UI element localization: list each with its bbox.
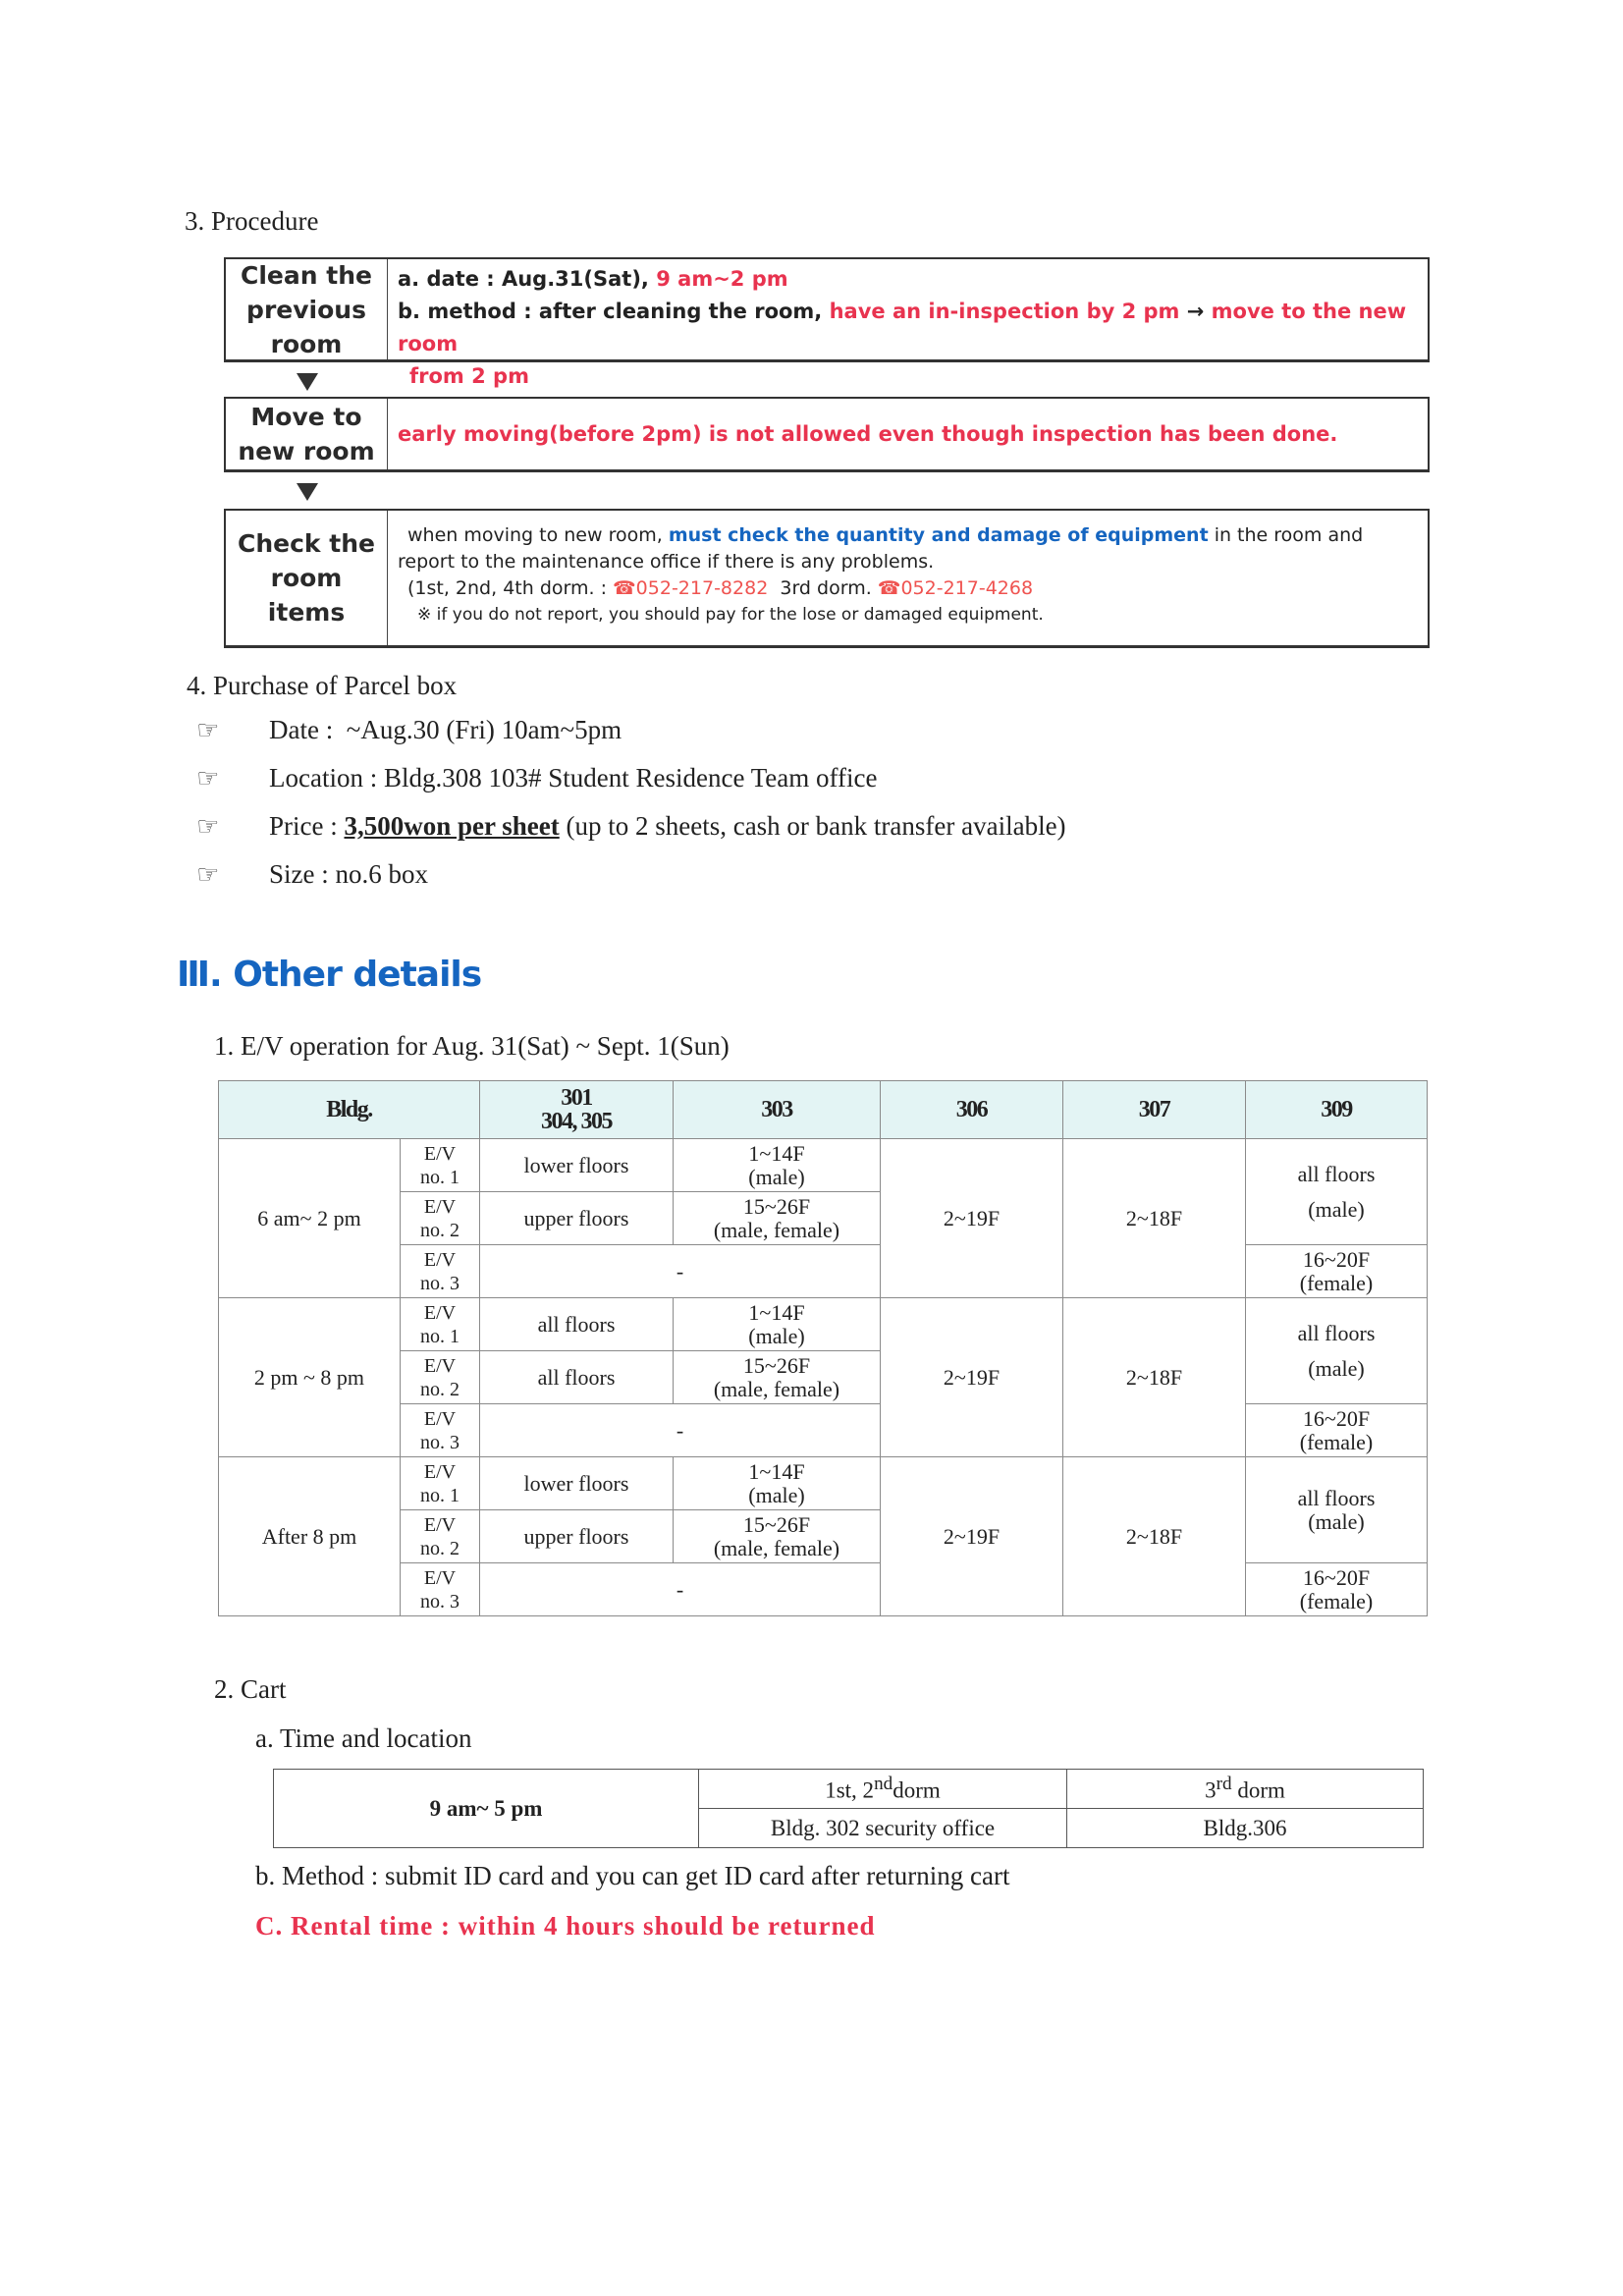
ev-label [401, 1457, 480, 1510]
cell-line: (male, female) [713, 1376, 840, 1401]
cart-rental-time: C. Rental time : within 4 hours should be returned [255, 1911, 876, 1941]
step-move-room [224, 397, 1430, 472]
cart-location-2: Bldg.306 [1067, 1809, 1424, 1848]
ev-label [401, 1192, 480, 1245]
bldg-309-male [1246, 1298, 1428, 1404]
ev-label [401, 1351, 480, 1404]
bldg-303-ev2 [674, 1192, 881, 1245]
pointing-hand-icon: ☞ [196, 715, 220, 745]
procedure-title: 3. Procedure [185, 206, 319, 236]
down-arrow-icon [297, 373, 318, 391]
bldg-309-female [1246, 1563, 1428, 1616]
parcel-item-date [196, 715, 622, 745]
cell-line: (male) [748, 1482, 805, 1507]
bldg-301-ev1: lower floors [480, 1457, 674, 1510]
cell-line: 16~20F [1302, 1246, 1371, 1272]
parcel-item-text: Date : ~Aug.30 (Fri) 10am~5pm [269, 715, 622, 744]
cell-line: E/V [423, 1248, 457, 1271]
cell-line: (female) [1299, 1588, 1374, 1613]
pointing-hand-icon: ☞ [196, 859, 220, 890]
table-row [219, 1457, 1428, 1510]
bldg-303-ev2 [674, 1510, 881, 1563]
cell-line: E/V [423, 1301, 457, 1324]
bldg-303-ev2 [674, 1351, 881, 1404]
bldg-306-value: 2~19F [881, 1298, 1063, 1457]
cell-line: no. 2 [420, 1378, 460, 1400]
time-slot: 6 am~ 2 pm [219, 1139, 401, 1298]
check-highlight: must check the quantity and damage of equipment [668, 524, 1209, 546]
cart-table [273, 1769, 1424, 1848]
cart-time: 9 am~ 5 pm [274, 1770, 699, 1848]
price-value: 3,500won per sheet [344, 811, 560, 841]
bldg-303-ev1 [674, 1139, 881, 1192]
bldg-301-ev1: lower floors [480, 1139, 674, 1192]
cell-line: 1~14F [748, 1140, 805, 1166]
bldg-309-female [1246, 1404, 1428, 1457]
bldg-301-ev2: upper floors [480, 1510, 674, 1563]
cell-line: no. 1 [420, 1166, 460, 1188]
cell-line: 16~20F [1302, 1564, 1371, 1590]
bldg-306-value: 2~19F [881, 1139, 1063, 1298]
step-label: Move to new room [226, 399, 388, 469]
move-highlight: move to the new room [398, 300, 1407, 355]
parcel-item-text: Size : no.6 box [269, 859, 428, 889]
cell-line: (male, female) [713, 1535, 840, 1560]
ev-label [401, 1245, 480, 1298]
header-301 [480, 1081, 674, 1139]
check-line-2: report to the maintenance office if there is any problems. [398, 551, 935, 573]
text: nd [874, 1774, 893, 1795]
bldg-307-value: 2~18F [1063, 1298, 1246, 1457]
bldg-309-female [1246, 1245, 1428, 1298]
price-label: Price : [269, 811, 345, 841]
ev-label [401, 1510, 480, 1563]
step-label: Check the room items [226, 511, 388, 645]
step-clean-room [224, 257, 1430, 388]
cell-line: 15~26F [742, 1193, 811, 1219]
bldg-303-ev1 [674, 1298, 881, 1351]
right-arrow-icon: → [1179, 300, 1212, 323]
method-label: b. method : after cleaning the room, [398, 300, 830, 323]
pointing-hand-icon: ☞ [196, 763, 220, 793]
cell-line: no. 2 [420, 1537, 460, 1559]
date-label: a. date : Aug.31(Sat), [398, 267, 657, 291]
parcel-title: 4. Purchase of Parcel box [187, 671, 458, 700]
cart-time-location-title: a. Time and location [255, 1723, 472, 1753]
cell-line: E/V [423, 1195, 457, 1218]
cell-line: all floors [1297, 1485, 1376, 1510]
cell-line: 15~26F [742, 1511, 811, 1537]
bldg-301-ev1: all floors [480, 1298, 674, 1351]
cell-line: no. 1 [420, 1325, 460, 1347]
table-row [219, 1139, 1428, 1192]
cart-location-1: Bldg. 302 security office [699, 1809, 1067, 1848]
text: dorm [893, 1777, 941, 1803]
cart-title: 2. Cart [214, 1674, 287, 1704]
section-heading: Ⅲ. Other details [177, 955, 482, 995]
cell-line: E/V [423, 1566, 457, 1589]
bldg-309-male [1246, 1139, 1428, 1245]
cell-line: E/V [423, 1513, 457, 1536]
text: dorm [1231, 1777, 1285, 1803]
cell-line: (female) [1299, 1429, 1374, 1454]
step-check-items [224, 509, 1430, 648]
cell-line: E/V [423, 1460, 457, 1483]
pointing-hand-icon: ☞ [196, 811, 220, 842]
ev3-value: - [480, 1404, 881, 1457]
ev3-value: - [480, 1563, 881, 1616]
text: 3 [1205, 1777, 1217, 1803]
cell-line: (male, female) [713, 1217, 840, 1242]
cell-line: 1~14F [748, 1299, 805, 1325]
cell-line: E/V [423, 1142, 457, 1165]
step-content [388, 511, 1428, 645]
ev-label [401, 1298, 480, 1351]
date-line [398, 263, 1418, 296]
cart-dorm-2 [1067, 1770, 1424, 1809]
ev-label [401, 1404, 480, 1457]
cell-line: (male) [1308, 1508, 1365, 1534]
bldg-303-ev1 [674, 1457, 881, 1510]
cell-line: 1~14F [748, 1458, 805, 1484]
header-text: 301 [561, 1085, 592, 1111]
cell-line: no. 2 [420, 1219, 460, 1241]
header-309: 309 [1246, 1081, 1428, 1139]
cell-line: (male) [748, 1323, 805, 1348]
bldg-301-ev2: upper floors [480, 1192, 674, 1245]
cell-line: (male) [748, 1164, 805, 1189]
inspection-highlight: have an in-inspection by 2 pm [829, 300, 1180, 323]
text: 3rd dorm. [768, 577, 878, 599]
price-note: (up to 2 sheets, cash or bank transfer available) [559, 811, 1066, 841]
cell-line: all floors [1297, 1161, 1376, 1186]
text: when moving to new room, [407, 524, 669, 546]
parcel-item-size [196, 859, 428, 890]
bldg-309-male [1246, 1457, 1428, 1563]
phone-number-1: ☎052-217-8282 [613, 577, 769, 599]
header-303: 303 [674, 1081, 881, 1139]
parcel-item-location [196, 763, 877, 793]
check-line-1 [398, 522, 1418, 549]
ev-label [401, 1563, 480, 1616]
cell-line: no. 1 [420, 1484, 460, 1506]
header-bldg: Bldg. [219, 1081, 480, 1139]
cell-line: (female) [1299, 1270, 1374, 1295]
text: rd [1216, 1774, 1232, 1795]
header-306: 306 [881, 1081, 1063, 1139]
text: 1st, 2 [825, 1777, 875, 1803]
step-label: Clean the previous room [226, 259, 388, 359]
cell-line: E/V [423, 1407, 457, 1430]
bldg-306-value: 2~19F [881, 1457, 1063, 1616]
cell-line: 16~20F [1302, 1405, 1371, 1431]
time-slot: After 8 pm [219, 1457, 401, 1616]
bldg-307-value: 2~18F [1063, 1139, 1246, 1298]
cell-line: no. 3 [420, 1431, 460, 1453]
ev-label [401, 1139, 480, 1192]
ev-operation-table [218, 1080, 1428, 1616]
ev-operation-title: 1. E/V operation for Aug. 31(Sat) ~ Sept. 1(Sun) [214, 1031, 730, 1061]
table-header-row [219, 1081, 1428, 1139]
cell-line: (male) [1308, 1355, 1365, 1381]
bldg-301-ev2: all floors [480, 1351, 674, 1404]
table-row [219, 1245, 1428, 1298]
bldg-307-value: 2~18F [1063, 1457, 1246, 1616]
phone-number-2: ☎052-217-4268 [877, 577, 1034, 599]
ev3-value: - [480, 1245, 881, 1298]
step-content: early moving(before 2pm) is not allowed even though inspection has been done. [398, 422, 1338, 446]
table-row [219, 1404, 1428, 1457]
text: (1st, 2nd, 4th dorm. : [407, 577, 614, 599]
cell-line: no. 3 [420, 1272, 460, 1294]
table-row [219, 1298, 1428, 1351]
check-line-3 [398, 575, 1418, 602]
cell-line: (male) [1308, 1196, 1365, 1222]
parcel-item-price [196, 811, 1066, 842]
table-row [274, 1770, 1424, 1809]
date-time-highlight: 9 am~2 pm [656, 267, 788, 291]
cart-method: b. Method : submit ID card and you can get ID card after returning cart [255, 1861, 1010, 1890]
step-content [388, 259, 1428, 388]
header-text: 304, 305 [541, 1109, 612, 1134]
method-continuation: from 2 pm [409, 364, 529, 388]
down-arrow-icon [297, 483, 318, 501]
method-line [398, 296, 1418, 360]
time-slot: 2 pm ~ 8 pm [219, 1298, 401, 1457]
cell-line: E/V [423, 1354, 457, 1377]
cell-line: no. 3 [420, 1590, 460, 1613]
cell-line: all floors [1297, 1320, 1376, 1345]
cart-dorm-1 [699, 1770, 1067, 1809]
check-note: ※ if you do not report, you should pay for the lose or damaged equipment. [417, 605, 1044, 625]
header-307: 307 [1063, 1081, 1246, 1139]
parcel-item-text: Location : Bldg.308 103# Student Residence Team office [269, 763, 878, 793]
table-row [219, 1563, 1428, 1616]
cell-line: 15~26F [742, 1352, 811, 1378]
text: in the room and [1208, 524, 1364, 546]
